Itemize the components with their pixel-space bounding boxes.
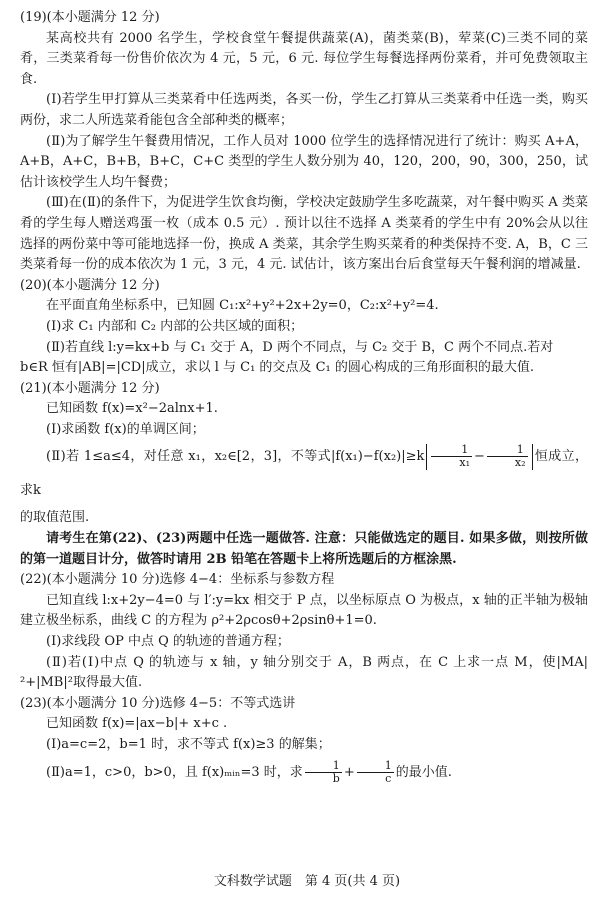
q22-heading: (22)(本小题满分 10 分)选修 4−4：坐标系与参数方程	[20, 572, 335, 588]
q23-part1: (Ⅰ)a=c=2，b=1 时，求不等式 f(x)≥3 的解集；	[46, 737, 331, 752]
q21-stem: 已知函数 f(x)=x²−2alnx+1.	[46, 401, 218, 417]
q21-heading: (21)(本小题满分 12 分)	[20, 380, 160, 396]
plus-sign: +	[343, 764, 355, 780]
page-footer: 文科数学试题 第 4 页(共 4 页)	[213, 874, 401, 889]
q21-part2-tail: 恒成立，求k	[20, 449, 588, 499]
q20-part2-line1: (Ⅱ)若直线 l:y=kx+b 与 C₁ 交于 A，D 两个不同点，与 C₂ 交于 B，C 两个不同点.若对	[46, 339, 554, 355]
abs-bar-right	[532, 444, 533, 470]
q19-part2: (Ⅱ)为了解学生午餐费用情况，工作人员对 1000 位学生的选择情况进行了统计：购买 A+A，A+B，A+C，B+B，B+C，C+C 类型的学生人数分别为 40，120，200，90，300，250，试估计该校学生人均午餐费；	[20, 133, 588, 190]
q21-part1: (Ⅰ)求函数 f(x)的单调区间；	[46, 421, 205, 437]
fraction-1-over-c: $\frac{1}{c}$	[357, 760, 394, 785]
q21-part2-line2: 的取值范围.	[20, 510, 90, 526]
q22-part1: (Ⅰ)求线段 OP 中点 Q 的轨迹的普通方程；	[46, 634, 290, 650]
minus-sign: −	[474, 449, 485, 465]
fraction-1-over-x2: $\frac{1}{\text{x₂}}$	[487, 444, 528, 469]
q23-part2-text: (Ⅱ)a=1，c>0，b>0，且 f(x)ₘᵢₙ=3 时，求	[46, 764, 303, 780]
q20-part1: (Ⅰ)求 C₁ 内部和 C₂ 内部的公共区域的面积；	[46, 318, 304, 334]
q20-part2-line2: b∈R 恒有|AB|=|CD|成立，求以 l 与 C₁ 的交点及 C₁ 的圆心构成的三角形面积的最大值.	[20, 360, 534, 376]
abs-bar-left	[426, 444, 427, 470]
q23-stem: 已知函数 f(x)=|ax−b|+ x+c .	[46, 716, 228, 732]
q23-heading: (23)(本小题满分 10 分)选修 4−5：不等式选讲	[20, 695, 296, 711]
elective-notice: 请考生在第(22)、(23)两题中任选一题做答. 注意：只能做选定的题目. 如果多做，则按所做的第一道题目计分，做答时请用 2B 铅笔在答题卡上将所选题后的方框涂黑.	[20, 531, 588, 567]
q23-part2-tail: 的最小值.	[395, 764, 452, 780]
q23-part2	[20, 756, 588, 790]
q22-part2: (Ⅱ)若(Ⅰ)中点 Q 的轨迹与 x 轴，y 轴分别交于 A，B 两点，在 C 上求一点 M，使|MA|²+|MB|²取得最大值.	[20, 654, 588, 691]
q22-stem: 已知直线 l:x+2y−4=0 与 l′:y=kx 相交于 P 点，以坐标原点 O 为极点，x 轴的正半轴为极轴建立极坐标系，曲线 C 的方程为 ρ²+2ρcosθ+2ρsinθ+1=0.	[20, 592, 588, 629]
q21-part2-text: (Ⅱ)若 1≤a≤4，对任意 x₁，x₂∈[2，3]，不等式|f(x₁)−f(x₂)|≥k	[46, 449, 425, 465]
q20-stem: 在平面直角坐标系中，已知圆 C₁:x²+y²+2x+2y=0，C₂:x²+y²=4.	[46, 298, 439, 314]
fraction-1-over-x1: $\frac{1}{\text{x₁}}$	[431, 444, 472, 469]
q19-part1: (Ⅰ)若学生甲打算从三类菜肴中任选两类，各买一份，学生乙打算从三类菜肴中任选一类，购买两份，求二人所选菜肴能包含全部种类的概率；	[20, 92, 588, 128]
q19-heading: (19)(本小题满分 12 分)	[20, 10, 160, 25]
q19-part3: (Ⅲ)在(Ⅱ)的条件下，为促进学生饮食均衡，学校决定鼓励学生多吃蔬菜，对午餐中购买 A 类菜肴的学生每人赠送鸡蛋一枚（成本 0.5 元）. 预计以往不选择 A 类菜肴的学生中有 20%会从以往选择的两份菜中等可能地选择一份，换成 A 类菜，其余学生购买菜肴的种类保持不变. A，B，C 三类菜肴每一份的成本依次为 1 元，3 元，4 元. 试估计，该方案出台后食堂每天午餐利润的增减量.	[20, 195, 588, 273]
q19-stem: 某高校共有 2000 名学生，学校食堂午餐提供蔬菜(A)，菌类菜(B)，荤菜(C)三类不同的菜肴，三类菜肴每一份售价依次为 4 元，5 元，6 元. 每位学生每餐选择两份菜肴，并可免费领取主食.	[20, 30, 588, 87]
fraction-1-over-b: $\frac{1}{b}$	[305, 760, 342, 785]
q21-part2	[20, 440, 588, 508]
q20-heading: (20)(本小题满分 12 分)	[20, 277, 160, 293]
